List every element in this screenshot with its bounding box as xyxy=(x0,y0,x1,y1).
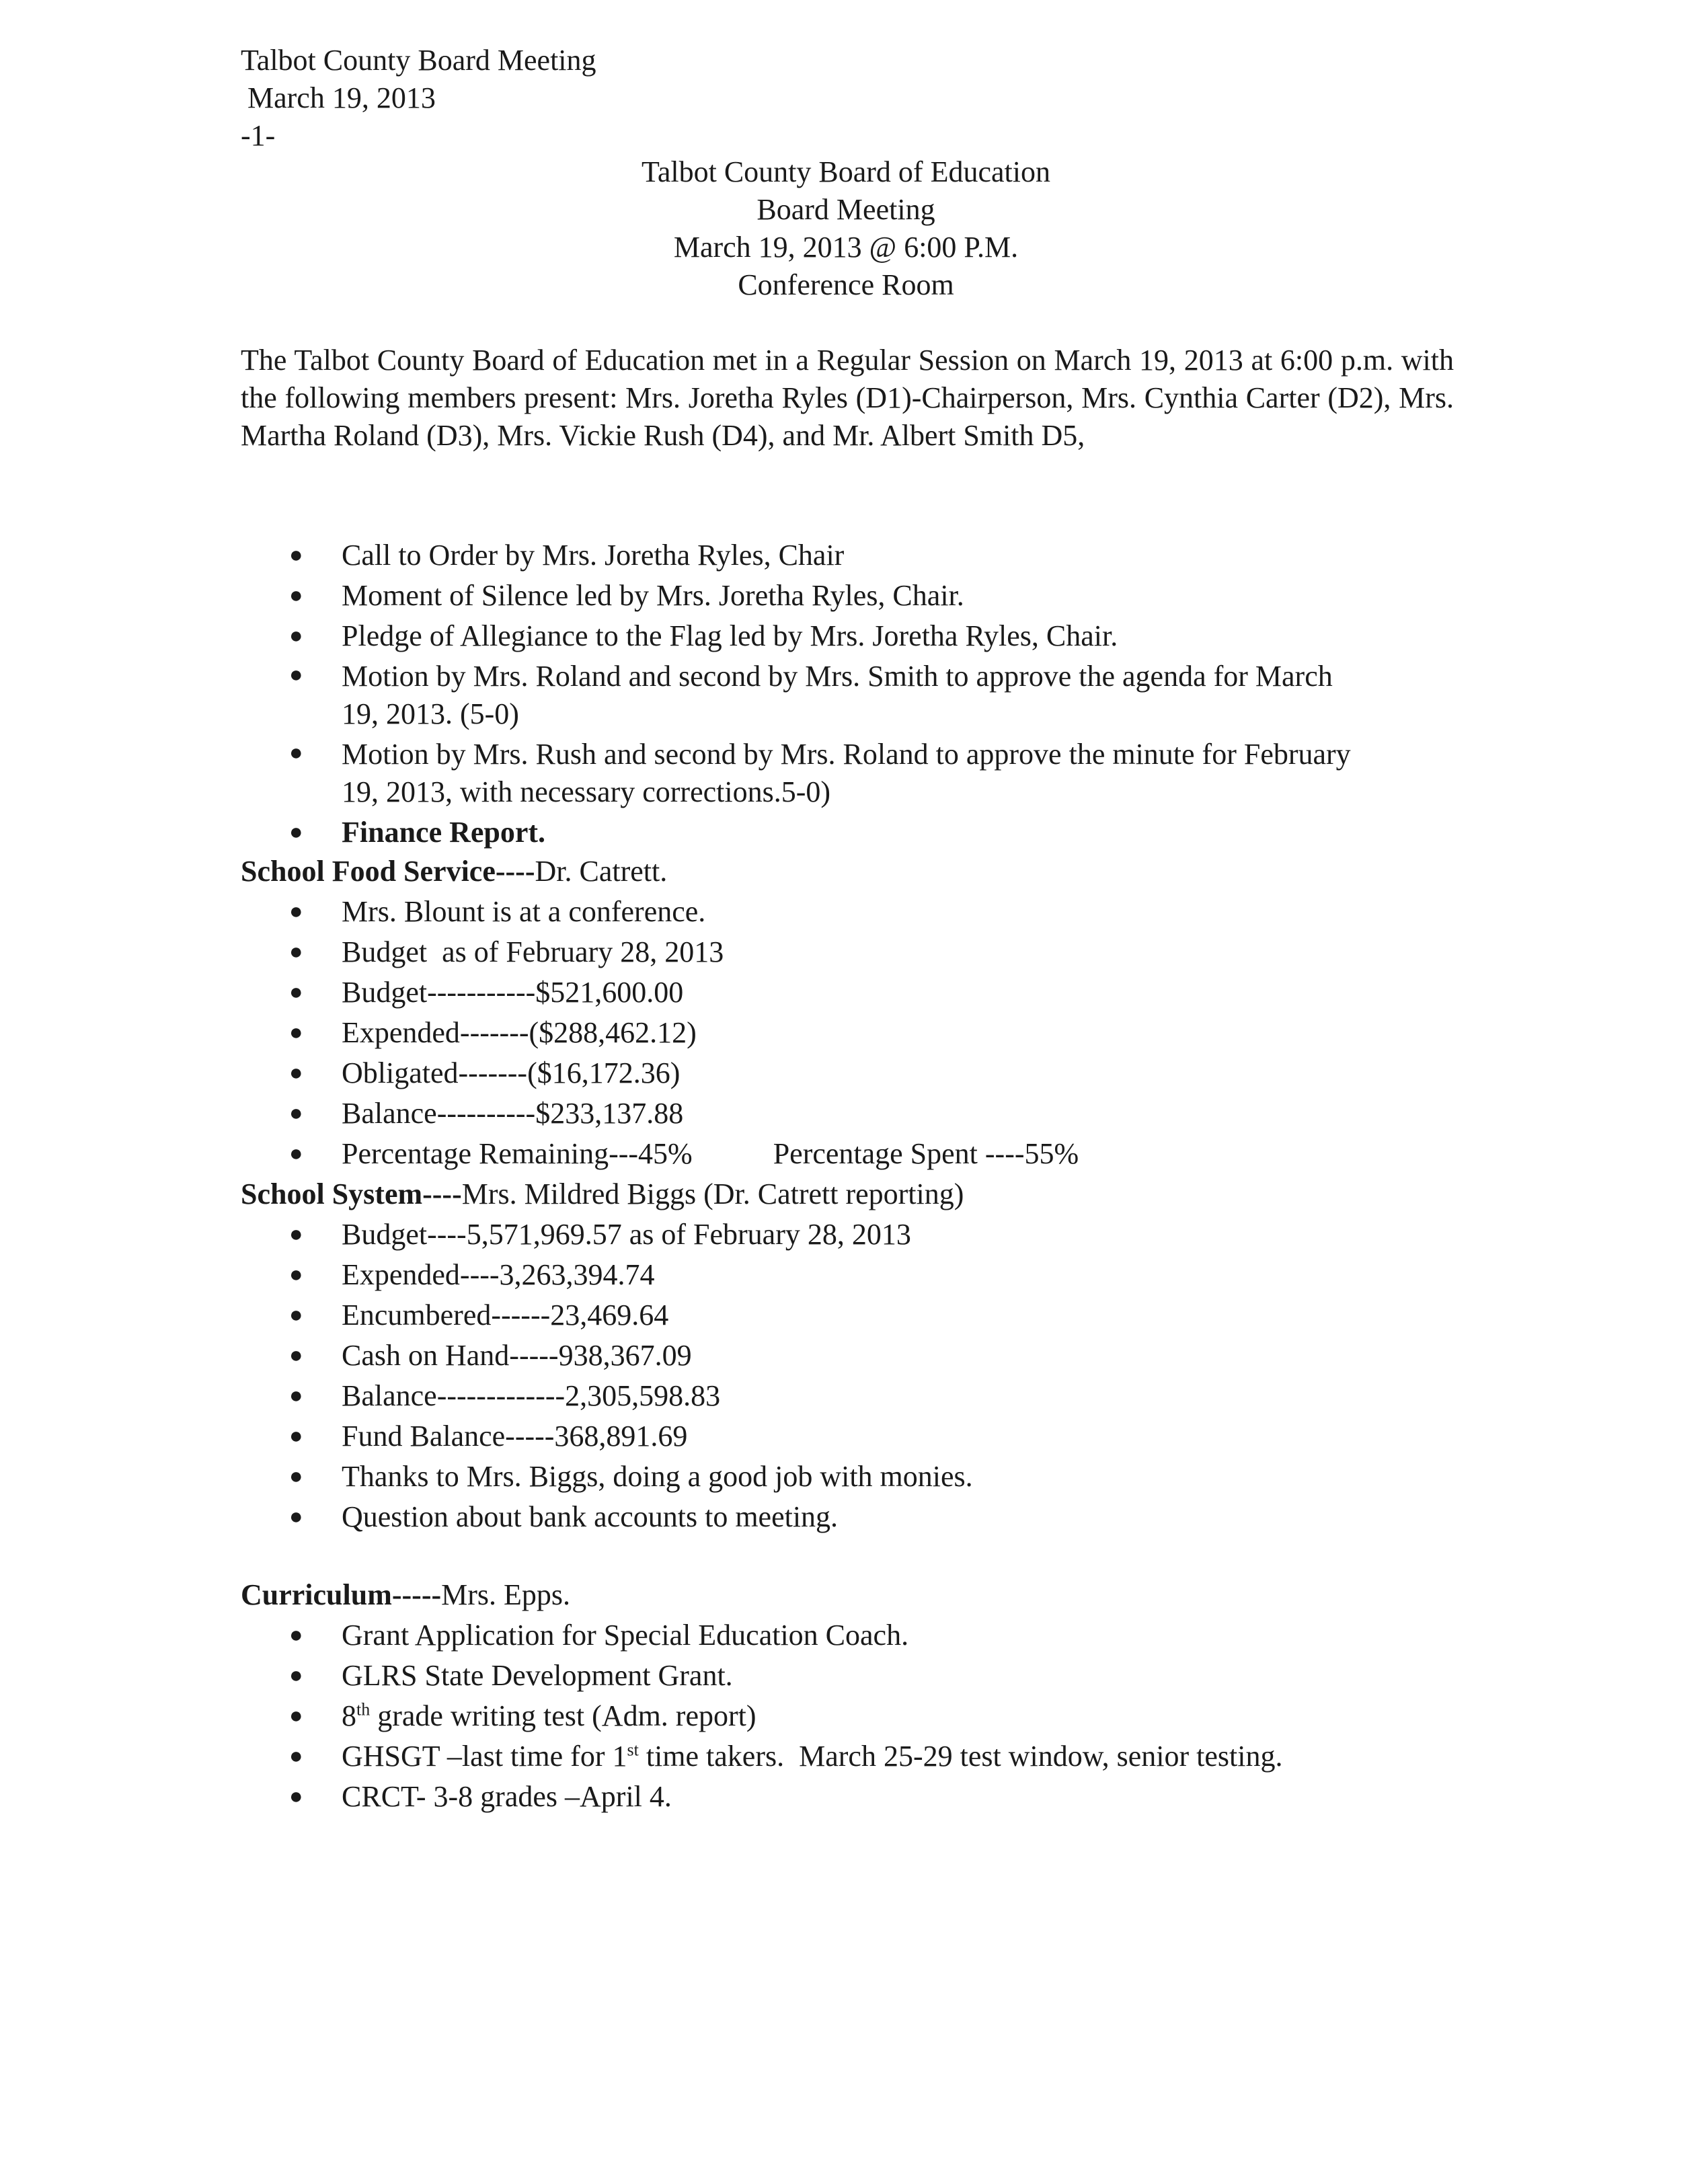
school-system-heading: School System----Mrs. Mildred Biggs (Dr. Catrett reporting) xyxy=(241,1177,964,1210)
bullet-icon: ● xyxy=(289,1020,303,1045)
list-item: ● Pledge of Allegiance to the Flag led by Mrs. Joretha Ryles, Chair. xyxy=(241,616,1505,656)
list-item: ● CRCT- 3-8 grades –April 4. xyxy=(241,1777,1505,1817)
bullet-icon: ● xyxy=(289,623,303,648)
list-item: ● Motion by Mrs. Rush and second by Mrs. Roland to approve the minute for February 19, 2013, with necessary corrections.5-0) xyxy=(241,734,1518,812)
header-title: Talbot County Board Meeting xyxy=(241,44,596,77)
bullet-icon: ● xyxy=(289,1464,303,1489)
running-header xyxy=(241,42,596,155)
bullet-icon: ● xyxy=(289,1141,303,1166)
bullet-icon: ● xyxy=(289,1383,303,1408)
bullet-icon: ● xyxy=(289,662,303,687)
list-item: ● GHSGT –last time for 1st time takers. March 25-29 test window, senior testing. xyxy=(241,1736,1505,1777)
list-item: ● Budget----5,571,969.57 as of February 28, 2013 xyxy=(241,1214,1505,1255)
list-item xyxy=(241,1134,1505,1174)
list-item: ● Moment of Silence led by Mrs. Joretha Ryles, Chair. xyxy=(241,576,1505,616)
bullet-icon: ● xyxy=(289,1060,303,1085)
bullet-icon: ● xyxy=(289,1504,303,1529)
bullet-icon: ● xyxy=(289,980,303,1005)
list-item: ● Fund Balance-----368,891.69 xyxy=(241,1416,1505,1457)
bullet-icon: ● xyxy=(289,1623,303,1648)
list-item: ● GLRS State Development Grant. xyxy=(241,1656,1505,1696)
bullet-icon: ● xyxy=(289,1663,303,1688)
title-organization: Talbot County Board of Education xyxy=(642,155,1050,188)
header-date: March 19, 2013 xyxy=(247,81,436,114)
bullet-icon: ● xyxy=(289,899,303,924)
page-number: -1- xyxy=(241,119,276,152)
list-item: ● Cash on Hand-----938,367.09 xyxy=(241,1336,1505,1376)
list-item xyxy=(241,812,1505,853)
percentage-remaining: Percentage Remaining---45% xyxy=(342,1137,693,1170)
bullet-icon: ● xyxy=(289,939,303,964)
bullet-icon: ● xyxy=(289,1101,303,1126)
percentage-spent: Percentage Spent ----55% xyxy=(773,1137,1079,1170)
meeting-title-block xyxy=(0,153,1708,304)
bullet-icon: ● xyxy=(289,543,303,568)
list-item: ● Thanks to Mrs. Biggs, doing a good job with monies. xyxy=(241,1457,1505,1497)
list-item: ● 8th grade writing test (Adm. report) xyxy=(241,1696,1505,1736)
bullet-icon: ● xyxy=(289,820,303,845)
school-system-list xyxy=(241,1214,1505,1537)
bullet-icon: ● xyxy=(289,1222,303,1247)
list-item: ● Balance----------$233,137.88 xyxy=(241,1093,1505,1134)
list-item: ● Mrs. Blount is at a conference. xyxy=(241,892,1505,932)
finance-report-heading: Finance Report. xyxy=(342,816,546,849)
title-location: Conference Room xyxy=(738,268,954,301)
list-item: ● Balance-------------2,305,598.83 xyxy=(241,1376,1505,1416)
curriculum-heading: Curriculum-----Mrs. Epps. xyxy=(241,1578,571,1611)
bullet-icon: ● xyxy=(289,1784,303,1809)
list-item: ● Obligated-------($16,172.36) xyxy=(241,1053,1505,1093)
list-item: ● Call to Order by Mrs. Joretha Ryles, Chair xyxy=(241,535,1505,576)
list-item: ● Expended-------($288,462.12) xyxy=(241,1013,1505,1053)
bullet-icon: ● xyxy=(289,1262,303,1287)
list-item: ● Expended----3,263,394.74 xyxy=(241,1255,1505,1295)
bullet-icon: ● xyxy=(289,740,303,765)
bullet-icon: ● xyxy=(289,1343,303,1368)
bullet-icon: ● xyxy=(289,583,303,608)
food-service-list xyxy=(241,892,1505,1174)
bullet-icon: ● xyxy=(289,1744,303,1769)
curriculum-list xyxy=(241,1615,1505,1817)
title-meeting: Board Meeting xyxy=(756,193,935,226)
list-item: ● Budget as of February 28, 2013 xyxy=(241,932,1505,972)
bullet-icon: ● xyxy=(289,1424,303,1448)
list-item: ● Motion by Mrs. Roland and second by Mrs. Smith to approve the agenda for March 19, 2013. (5-0) xyxy=(241,656,1518,734)
bullet-icon: ● xyxy=(289,1703,303,1728)
opening-items-list xyxy=(241,535,1505,853)
food-service-heading: School Food Service----Dr. Catrett. xyxy=(241,855,668,888)
intro-paragraph: The Talbot County Board of Education met in a Regular Session on March 19, 2013 at 6:00 p.m. with the following members present: Mrs. Joretha Ryles (D1)-Chairperson, Mrs. Cynthia Carter (D2), Mrs. Martha Roland (D3), Mrs. Vickie Rush (D4), and Mr. Albert Smith D5, xyxy=(241,344,1454,452)
title-datetime: March 19, 2013 @ 6:00 P.M. xyxy=(673,231,1019,264)
list-item: ● Encumbered------23,469.64 xyxy=(241,1295,1505,1336)
list-item: ● Budget-----------$521,600.00 xyxy=(241,972,1505,1013)
list-item: ● Question about bank accounts to meeting. xyxy=(241,1497,1505,1537)
bullet-icon: ● xyxy=(289,1303,303,1327)
list-item: ● Grant Application for Special Education Coach. xyxy=(241,1615,1505,1656)
